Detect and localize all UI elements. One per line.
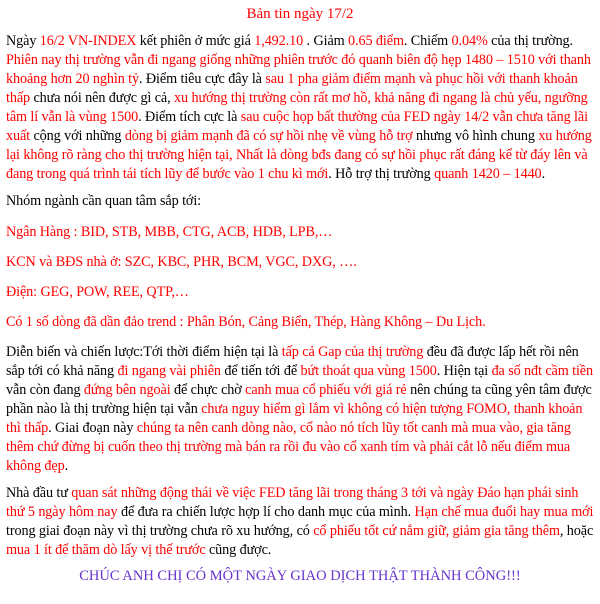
p1-text-run: xu hướng thị trường còn rất mơ hồ, khả năng đi ngang là chủ yếu, ngưỡng tâm lí vẫn là vùng 1500 xyxy=(6,90,588,125)
p1-text-run: quanh 1420 – 1440 xyxy=(434,166,542,182)
p3-text-run: trong giai đoạn này vì thị trường chưa rõ xu hướng, có xyxy=(6,523,314,539)
p1-text-run: cộng với những xyxy=(30,128,125,144)
p1-text-run: nhưng vô hình chung xyxy=(412,128,539,144)
strategy-paragraph xyxy=(6,343,594,476)
p1-text-run: 0.65 điểm xyxy=(348,33,404,49)
p2-text-run: bứt thoát qua vùng 1500 xyxy=(300,363,437,379)
p2-text-run: Diễn biến và chiến lược:Tới thời điểm hiện tại là xyxy=(6,344,282,360)
p1-text-run: của thị trường. xyxy=(487,33,574,49)
sector-group-trend-reversal: Có 1 số dòng đã dần đảo trend : Phân Bón, Cảng Biển, Thép, Hàng Không – Du Lịch. xyxy=(6,314,486,330)
p2-text-run: canh mua cổ phiếu với giá rẻ xyxy=(245,382,407,398)
p3-text-run: cổ phiếu tốt cứ nắm giữ, giảm gia tăng thêm xyxy=(313,523,560,539)
p2-text-run: tấp cả Gap của thị trường xyxy=(281,344,424,360)
p3-text-run: Nhà đầu tư xyxy=(6,485,72,501)
sector-group-banks: Ngân Hàng : BID, STB, MBB, CTG, ACB, HDB, LPB,… xyxy=(6,224,333,240)
p1-text-run: . Giảm xyxy=(303,33,349,49)
p1-text-run: sau 1 pha giảm điểm mạnh và phục hồi với thanh khoản thấp xyxy=(6,71,578,106)
p1-text-run: 1,492.10 xyxy=(254,33,304,49)
p1-text-run: . Hỗ trợ thị trường xyxy=(328,166,435,182)
p2-text-run: đứng bên ngoài xyxy=(83,382,171,398)
sector-groups-list xyxy=(6,223,594,332)
p1-text-run: VN-INDEX xyxy=(67,33,137,49)
p3-text-run: cũng được. xyxy=(205,542,272,558)
p2-text-run: để chực chờ xyxy=(170,382,246,398)
p2-text-run: . Giai đoạn này xyxy=(48,420,137,436)
p3-text-run: , hoặc xyxy=(559,523,594,539)
sector-group-power: Điện: GEG, POW, REE, QTP,… xyxy=(6,284,189,300)
p2-text-run: chúng ta nên canh dòng nào, cổ nào nó tích lũy tốt canh mà mua vào, gia tăng thêm chứ đừng bị cuốn theo thị trường mà bán ra rồi đu vào cổ xanh tím và phải cắt lỗ nếu điểm mua không đẹp xyxy=(6,420,571,474)
p1-text-run: . xyxy=(541,166,546,182)
p1-text-run: . Điểm tích cực là xyxy=(138,109,241,125)
p1-text-run: 0.04% xyxy=(451,33,488,49)
bulletin-title: Bản tin ngày 17/2 xyxy=(246,6,354,22)
closing-greeting: CHÚC ANH CHỊ CÓ MỘT NGÀY GIAO DỊCH THẬT THÀNH CÔNG!!! xyxy=(79,568,521,584)
p1-text-run: Ngày xyxy=(6,33,40,49)
p1-text-run: Phiên nay thị trường vẫn đi ngang giống những phiên trước đó quanh biên độ hẹp 1480 – 1510 với thanh khoảng hơn 20 nghìn tỷ xyxy=(6,52,591,87)
p1-text-run: xu hướng lại không rõ ràng cho thị trường hiện tại, Nhất là dòng bđs đang có sự hồi phục rất đáng kể từ đáy lên và đang trong quá trình tái tích lũy để bước vào 1 chu kì mới xyxy=(6,128,592,182)
p2-text-run: đều đã được lấp hết rồi nên sắp tới có khả năng xyxy=(6,344,579,379)
sector-groups-heading: Nhóm ngành cần quan tâm sắp tới: xyxy=(6,193,202,209)
p3-text-run: để đưa ra chiến lược hợp lí cho danh mục của mình. xyxy=(117,504,415,520)
p3-text-run: Hạn chế mua đuổi hay mua mới xyxy=(414,504,594,520)
p1-text-run: dòng bị giảm mạnh đã có sự hồi nhẹ về vùng hỗ trợ xyxy=(124,128,413,144)
p2-text-run: nên chúng ta cũng yên tâm được phần nào là thị trường hiện tại vẫn xyxy=(6,382,592,417)
p2-text-run: . xyxy=(64,458,69,474)
p2-text-run: vẫn còn đang xyxy=(6,382,84,398)
p1-text-run: . Chiếm xyxy=(403,33,452,49)
p1-text-run: . Điểm tiêu cực đây là xyxy=(138,71,266,87)
p1-text-run: sau cuộc họp bất thường của FED ngày 14/2 vẫn chưa tăng lãi xuất xyxy=(6,109,588,144)
news-bulletin xyxy=(0,4,600,604)
p3-text-run: mua 1 ít để thăm dò lấy vị thế trước xyxy=(6,542,206,558)
p1-text-run: 16/2 xyxy=(39,33,68,49)
p2-text-run: chưa nguy hiểm gì lắm vì không có hiện tượng FOMO, thanh khoản thì thấp xyxy=(6,401,583,436)
p2-text-run: đa số nđt cầm tiền xyxy=(491,363,593,379)
p2-text-run: để tiến tới để xyxy=(220,363,301,379)
sector-group-industrial-real-estate: KCN và BĐS nhà ở: SZC, KBC, PHR, BCM, VGC, DXG, …. xyxy=(6,254,357,270)
p3-text-run: quan sát những động thái về việc FED tăng lãi trong tháng 3 tới và ngày Đáo hạn phái sinh thứ 5 ngày hôm nay xyxy=(6,485,579,520)
p2-text-run: . Hiện tại xyxy=(436,363,492,379)
p1-text-run: kết phiên ở mức giá xyxy=(136,33,255,49)
p2-text-run: đi ngang vài phiên xyxy=(117,363,221,379)
investor-advice-paragraph xyxy=(6,484,594,560)
p1-text-run: chưa nói nên được gì cả, xyxy=(30,90,175,106)
market-summary-paragraph xyxy=(6,32,594,184)
